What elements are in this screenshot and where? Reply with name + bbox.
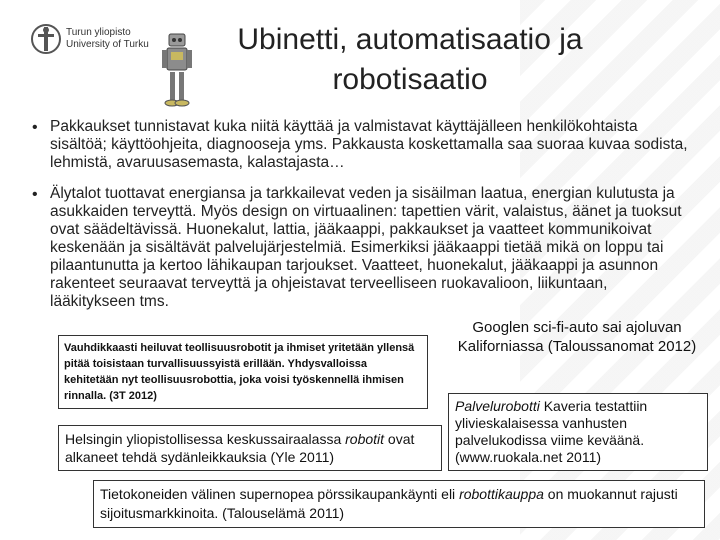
- bullet-marker-2: •: [32, 186, 38, 203]
- service-robot-em: Palvelurobotti: [455, 398, 540, 414]
- university-logo: [30, 22, 149, 56]
- hospital-text-post: ovat alkaneet tehdä sydänleikkauksia (Yle 2011): [65, 431, 415, 465]
- note-google-car: Googlen sci-fi-auto sai ajoluvan Kaliforniassa (Taloussanomat 2012): [457, 319, 697, 355]
- title-line-2: robotisaatio: [332, 63, 488, 96]
- note-robot-trading: [93, 480, 705, 528]
- logo-text: [66, 27, 149, 51]
- hospital-text-pre: Helsingin yliopistollisessa keskussairaalassa: [65, 431, 346, 447]
- title-line-1: Ubinetti, automatisaatio ja: [237, 23, 583, 56]
- logo-line-1: Turun yliopisto: [66, 27, 131, 38]
- trade-text-post: on muokannut rajusti sijoitusmarkkinoita. (Talouselämä 2011): [100, 486, 678, 521]
- bullet-text-2: Älytalot tuottavat energiansa ja tarkkailevat veden ja sisäilman laatua, energian kulutusta ja asukkaiden terveyttä. Myös design on virtuaalinen: tapettien värit, valaistus, äänet ja tuoksut ovat säädeltävissä. Huonekalut, lattia, jääkaappi, pakkaukset ja vaatteet kommunikoivat keskenään ja sisältävät palvelujärjestelmiä. Esimerkiksi jääkaappi tietää mikä on loppu tai pilaantunutta ja kertoo lähikaupan tarjoukset. Vaatteet, huonekalut, jääkaappi ja asunnon rakenteet seuraavat terveyttä ja ohjeistavat terveelliseen ruokavalioon, liikuntaan, lääkitykseen tms.: [50, 185, 682, 310]
- note-industrial-robots: Vauhdikkaasti heiluvat teollisuusrobotit ja ihmiset yritetään yllensä pitää toisistaan turvallisuussyistä erillään. Yhdysvalloissa kehitetään nyt teollisuusrobottia, joka voisi työskennellä ihmisen rinnalla. (3T 2012): [58, 335, 428, 409]
- seal-icon: [30, 22, 62, 56]
- service-robot-post: Kaveria testattiin ylivieskalaisessa vanhusten palvelukodissa viime keväänä. (www.ruokala.net 2011): [455, 398, 648, 465]
- logo-line-2: University of Turku: [66, 39, 149, 50]
- robot-icon: [162, 32, 192, 108]
- bullet-marker-1: •: [32, 119, 38, 136]
- hospital-text-em: robotit: [345, 431, 385, 447]
- note-service-robot: [448, 393, 708, 471]
- note-hospital-robots: [58, 425, 442, 471]
- bullet-text-1: Pakkaukset tunnistavat kuka niitä käyttää ja valmistavat käyttäjälleen henkilökohtaista sisältöä; käyttöohjeita, diagnooseja yms. Pakkausta koskettamalla saa suoraa kuvaa sodista, lehmistä, avaruusasemasta, kalastajasta…: [50, 118, 688, 171]
- trade-text-em: robottikauppa: [459, 486, 544, 502]
- trade-text-pre: Tietokoneiden välinen supernopea pörssikaupankäynti eli: [100, 486, 460, 502]
- slide-title: [200, 20, 620, 100]
